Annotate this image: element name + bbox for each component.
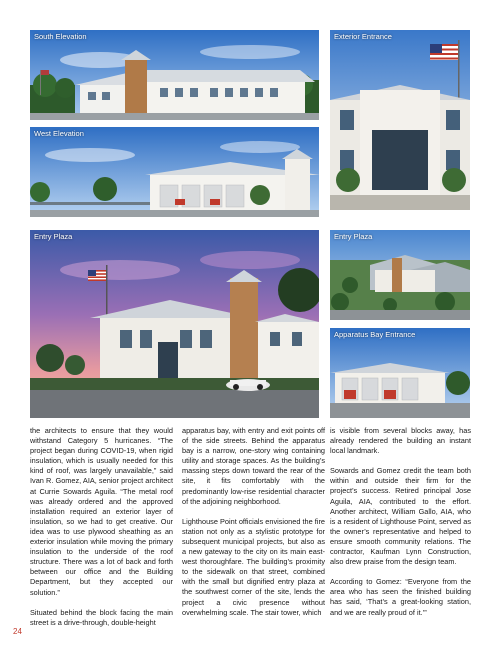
article-paragraph: Sowards and Gomez credit the team both within and outside their firm for the project’s success. Retired principal Jose Aguila, AIA, contributed to the effort. Another architect, William Gallo, AIA, who is a resident of Lighthouse Point, served as the owner’s representative and helped to ensure smooth community relations. The contractor, Kaufman Lynn Construction, also drew praise from the design team. xyxy=(330,466,471,567)
caption-exterior-entrance: Exterior Entrance xyxy=(334,32,392,41)
article-paragraph: According to Gomez: “Everyone from the area who has seen the finished building has said, ‘That’s a great-looking station, and we are really proud of it.’” xyxy=(330,577,471,617)
photo-apparatus-bay-entrance xyxy=(330,328,470,418)
photo-entry-plaza-large xyxy=(30,230,319,418)
caption-west-elevation: West Elevation xyxy=(34,129,84,138)
caption-south-elevation: South Elevation xyxy=(34,32,87,41)
article-paragraph: Lighthouse Point officials envisioned the fire station not only as a stylistic prototype for subsequent municipal projects, but also as a new gateway to the city on its main east-west thoroughfare. The building’s proximity to the sidewalk on that street, combined with the small but dignified entry plaza at the southwest corner of the site, lends the project a civic presence without overwhelming scale. The stair tower, which xyxy=(182,516,325,617)
apparatus-bay-illustration xyxy=(330,328,470,418)
entry-plaza-aerial-illustration xyxy=(330,230,470,320)
article-paragraph: the architects to ensure that they would withstand Category 5 hurricanes. “The project began during COVID-19, when rigid insulation, which is usually needed for this kind of roof, was largely unavailable,” said Ivan R. Gomez, AIA, senior project architect at Currie Sowards Aguila. “The metal roof was already ordered and the approved installation required an exterior layer of insulation, so we had to get creative. Our idea was to use plywood sheathing as an exterior insulation while moving the primary insulation to the underside of the roof structure. There was a lot of back and forth between our office and the Building Department, but they accepted our solution.” xyxy=(30,426,173,597)
photo-south-elevation xyxy=(30,30,319,120)
article-paragraph: apparatus bay, with entry and exit points off of the side streets. Behind the apparatus bay is a narrow, one-story wing containing utility and storage spaces. As the building’s massing steps down toward the rear of the site, it fits comfortably with the predominantly low-rise residential character of the adjoining neighborhood. xyxy=(182,426,325,506)
west-elevation-illustration xyxy=(30,127,319,217)
page-number: 24 xyxy=(13,627,22,636)
article-paragraph: is visible from several blocks away, has already rendered the building an instant local landmark. xyxy=(330,426,471,456)
entry-plaza-illustration xyxy=(30,230,319,418)
photo-entry-plaza-aerial xyxy=(330,230,470,320)
caption-entry-plaza-aerial: Entry Plaza xyxy=(334,232,373,241)
photo-west-elevation xyxy=(30,127,319,217)
article-column-1 xyxy=(30,426,173,628)
photo-exterior-entrance xyxy=(330,30,470,210)
caption-apparatus-bay-entrance: Apparatus Bay Entrance xyxy=(334,330,416,339)
south-elevation-illustration xyxy=(30,30,319,120)
article-column-3 xyxy=(330,426,471,618)
article-paragraph: Situated behind the block facing the main street is a drive-through, double-height xyxy=(30,607,173,627)
caption-entry-plaza-large: Entry Plaza xyxy=(34,232,73,241)
exterior-entrance-illustration xyxy=(330,30,470,210)
article-column-2 xyxy=(182,426,325,618)
